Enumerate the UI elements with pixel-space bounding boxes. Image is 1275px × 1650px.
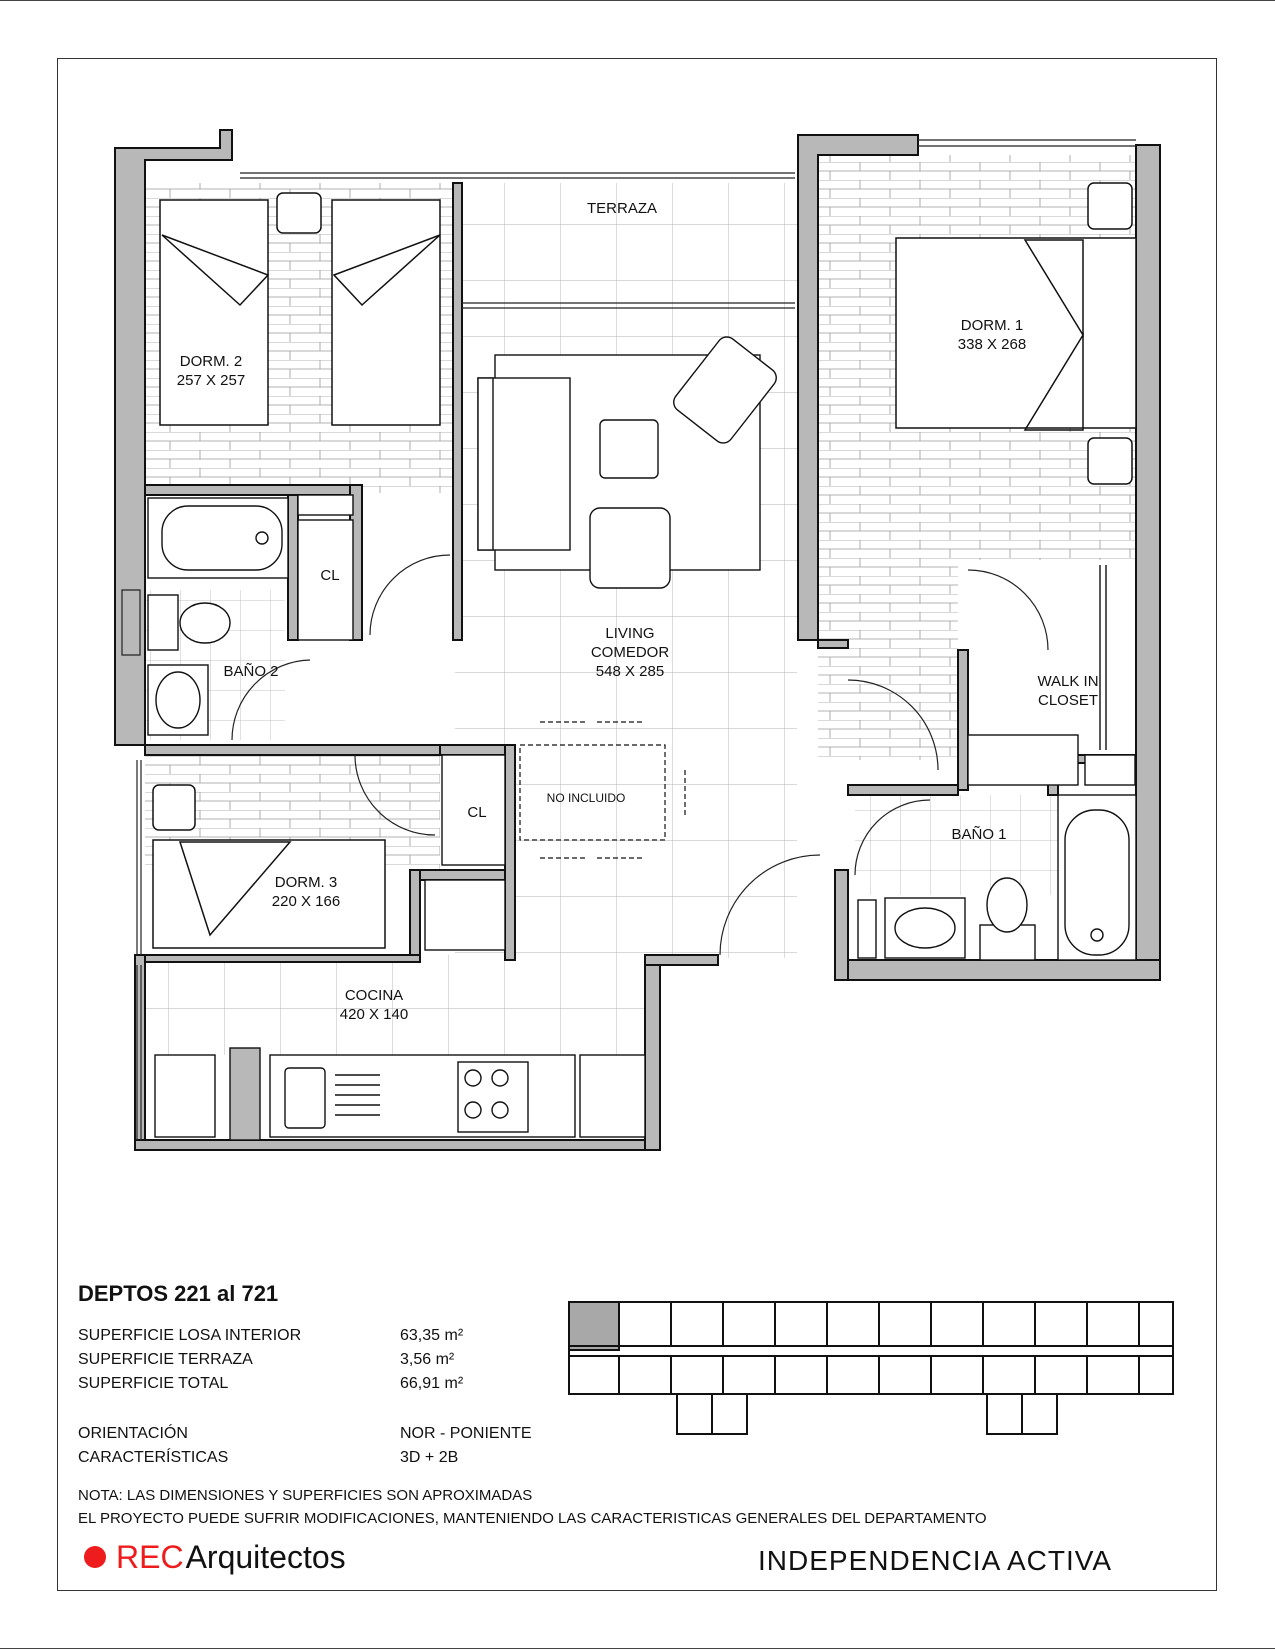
info-value-total: 66,91 m² xyxy=(400,1375,464,1392)
brand-arquitectos: Arquitectos xyxy=(185,1538,346,1575)
info-value-terraza: 3,56 m² xyxy=(400,1351,455,1368)
living-furniture xyxy=(478,333,780,588)
label-cocina-size: 420 X 140 xyxy=(339,1006,409,1023)
label-terraza: TERRAZA xyxy=(586,200,658,217)
label-no-incluido: NO INCLUIDO xyxy=(546,791,626,805)
key-plan xyxy=(567,1300,1177,1450)
label-dorm2-name: DORM. 2 xyxy=(179,353,243,370)
info-label-total: SUPERFICIE TOTAL xyxy=(78,1375,229,1392)
project-name: INDEPENDENCIA ACTIVA xyxy=(758,1545,1113,1576)
red-dot-icon xyxy=(84,1546,106,1568)
rec-arquitectos-logo xyxy=(84,1537,346,1577)
note-line-2: EL PROYECTO PUEDE SUFRIR MODIFICACIONES, MANTENIENDO LAS CARACTERISTICAS GENERALES DEL DEPARTAMENTO xyxy=(78,1510,987,1527)
label-cl-1: CL xyxy=(320,567,340,584)
label-walkin-1: WALK IN xyxy=(1037,673,1099,690)
label-dorm1-size: 338 X 268 xyxy=(957,336,1027,353)
note-line-1: NOTA: LAS DIMENSIONES Y SUPERFICIES SON APROXIMADAS xyxy=(78,1487,533,1504)
info-label-orientacion: ORIENTACIÓN xyxy=(78,1425,188,1442)
label-living-size: 548 X 285 xyxy=(595,663,665,680)
info-value-losa: 63,35 m² xyxy=(400,1327,464,1344)
label-living-2: COMEDOR xyxy=(590,644,670,661)
label-living-1: LIVING xyxy=(605,625,655,642)
info-label-caracteristicas: CARACTERÍSTICAS xyxy=(78,1449,229,1466)
label-bano1: BAÑO 1 xyxy=(951,826,1007,843)
units-title: DEPTOS 221 al 721 xyxy=(78,1281,279,1306)
label-cocina-name: COCINA xyxy=(344,987,404,1004)
info-value-orientacion: NOR - PONIENTE xyxy=(400,1425,532,1442)
label-dorm3-size: 220 X 166 xyxy=(271,893,341,910)
label-dorm2-size: 257 X 257 xyxy=(176,372,246,389)
label-dorm1-name: DORM. 1 xyxy=(960,317,1024,334)
label-dorm3-name: DORM. 3 xyxy=(274,874,338,891)
info-value-caracteristicas: 3D + 2B xyxy=(400,1449,459,1466)
label-cl-2: CL xyxy=(467,804,487,821)
bottom-border-line xyxy=(0,1648,1275,1649)
label-walkin-2: CLOSET xyxy=(1037,692,1099,709)
label-bano2: BAÑO 2 xyxy=(223,663,279,680)
brand-rec: REC xyxy=(116,1538,184,1575)
info-label-losa: SUPERFICIE LOSA INTERIOR xyxy=(78,1327,302,1344)
info-label-terraza: SUPERFICIE TERRAZA xyxy=(78,1351,253,1368)
